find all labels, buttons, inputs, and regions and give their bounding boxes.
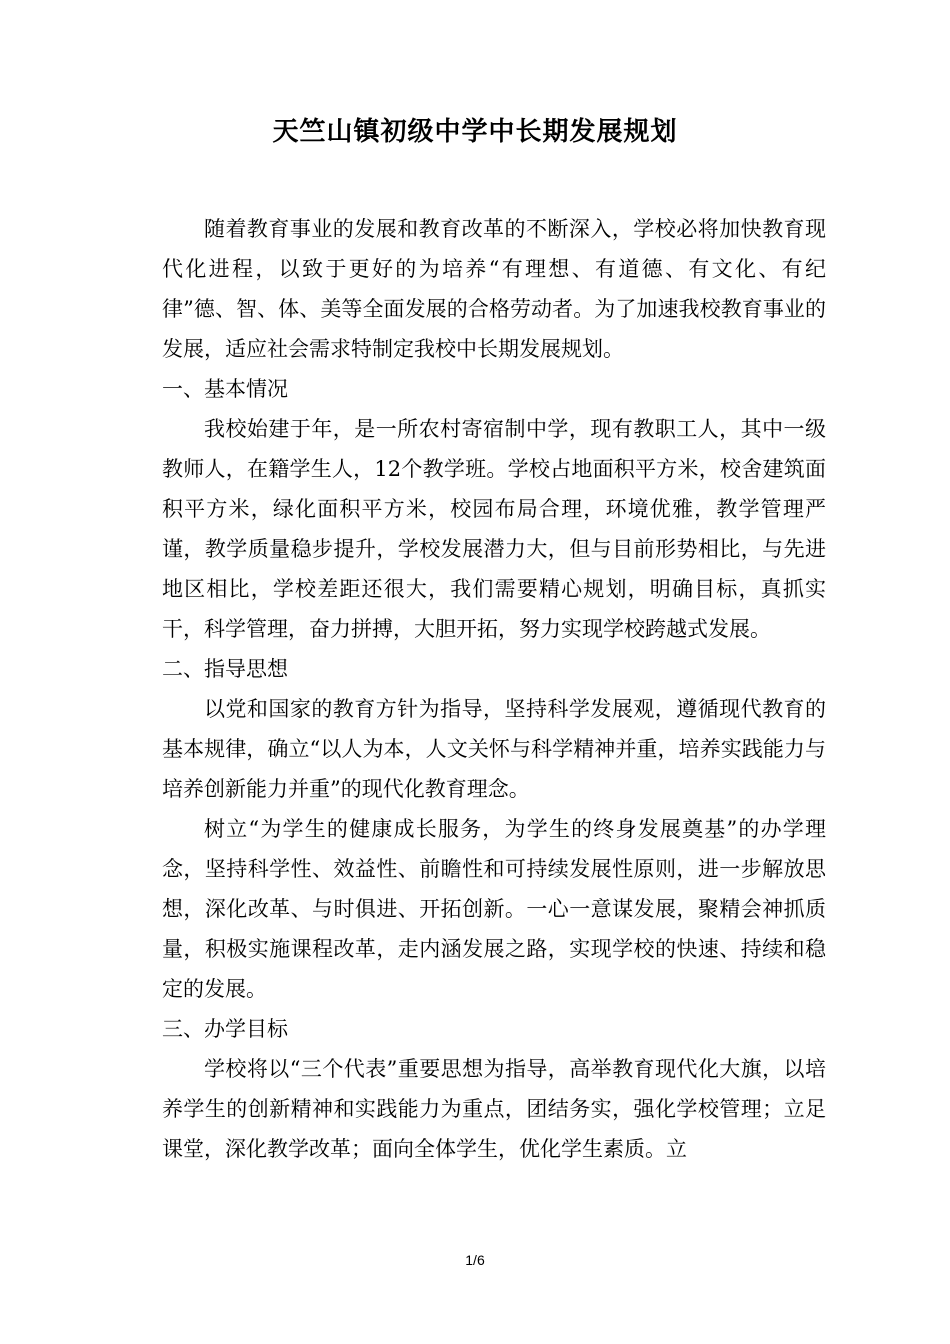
paragraph-guiding-ideology-1: 以党和国家的教育方针为指导，坚持科学发展观，遵循现代教育的基本规律，确立“以人为本，人文关怀与科学精神并重，培养实践能力与培养创新能力并重”的现代化教育理念。	[162, 697, 826, 801]
paragraph-guiding-ideology-2: 树立“为学生的健康成长服务，为学生的终身发展奠基”的办学理念，坚持科学性、效益性、前瞻性和可持续发展性原则，进一步解放思想，深化改革、与时俱进、开拓创新。一心一意谋发展，聚精会神抓质量，积极实施课程改革，走内涵发展之路，实现学校的快速、持续和稳定的发展。	[162, 817, 826, 1001]
page-number: 1/6	[465, 1252, 485, 1268]
section-heading-basic-info: 一、基本情况	[162, 377, 288, 401]
section-heading-school-goals: 三、办学目标	[162, 1017, 288, 1041]
paragraph-school-goals: 学校将以“三个代表”重要思想为指导，高举教育现代化大旗，以培养学生的创新精神和实践能力为重点，团结务实，强化学校管理；立足课堂，深化教学改革；面向全体学生，优化学生素质。立	[162, 1057, 826, 1161]
document-title: 天竺山镇初级中学中长期发展规划	[272, 117, 678, 147]
section-heading-guiding-ideology: 二、指导思想	[162, 657, 288, 681]
document-body	[162, 209, 826, 1169]
intro-paragraph: 随着教育事业的发展和教育改革的不断深入，学校必将加快教育现代化进程，以致于更好的为培养“有理想、有道德、有文化、有纪律”德、智、体、美等全面发展的合格劳动者。为了加速我校教育事业的发展，适应社会需求特制定我校中长期发展规划。	[162, 217, 826, 361]
paragraph-basic-info: 我校始建于年，是一所农村寄宿制中学，现有教职工人，其中一级教师人，在籍学生人，12个教学班。学校占地面积平方米，校舍建筑面积平方米，绿化面积平方米，校园布局合理，环境优雅，教学管理严谨，教学质量稳步提升，学校发展潜力大，但与目前形势相比，与先进地区相比，学校差距还很大，我们需要精心规划，明确目标，真抓实干，科学管理，奋力拼搏，大胆开拓，努力实现学校跨越式发展。	[162, 417, 826, 641]
